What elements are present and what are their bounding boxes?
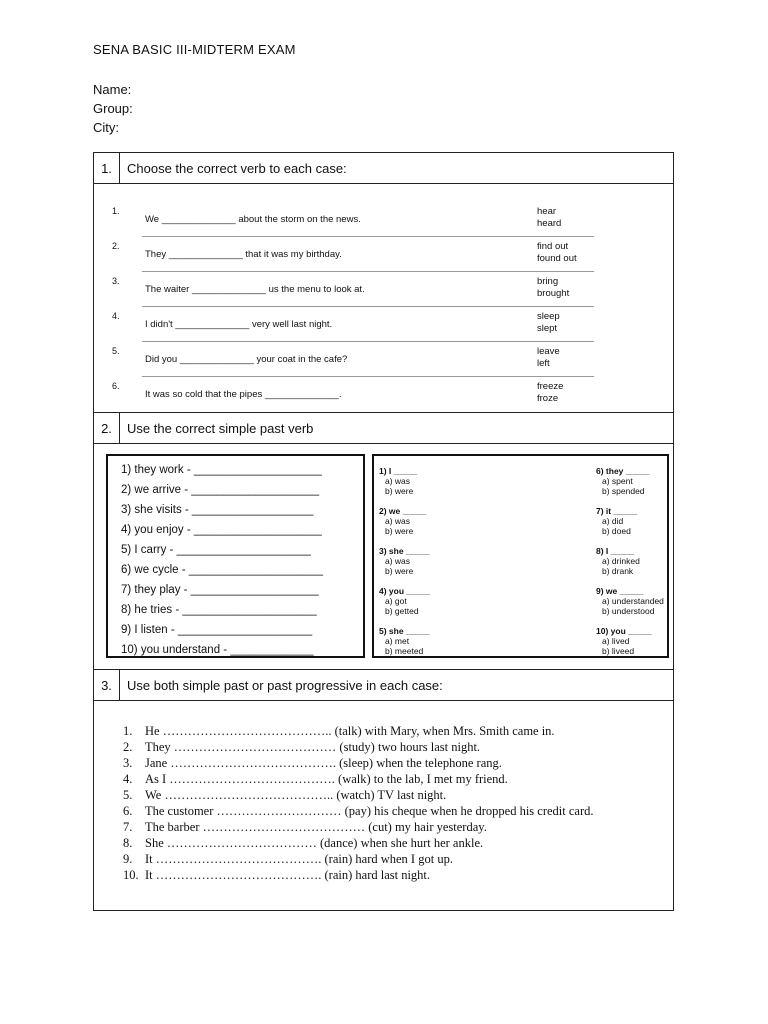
option-b: b) drank xyxy=(602,566,634,576)
list-item xyxy=(123,771,508,787)
question: 3) she _____ xyxy=(379,546,430,556)
option-a: a) did xyxy=(602,516,624,526)
question: 2) we _____ xyxy=(379,506,427,516)
list-item: 7) they play - ____________________ xyxy=(121,584,319,596)
item-sentence: Jane …………………………………. (sleep) when the telephone rang. xyxy=(145,756,502,770)
item-number: 4. xyxy=(123,772,133,786)
item-options xyxy=(537,241,577,265)
list-item xyxy=(379,546,469,576)
list-item xyxy=(108,202,594,237)
question: 4) you _____ xyxy=(379,586,431,596)
item-number: 2. xyxy=(123,740,133,754)
item-number: 10. xyxy=(123,868,139,882)
item-sentence: She ……………………………… (dance) when she hurt her ankle. xyxy=(145,836,484,850)
item-options xyxy=(537,206,561,230)
list-item xyxy=(379,626,469,656)
list-item: 10) you understand - _____________ xyxy=(121,644,314,656)
item-number: 9. xyxy=(123,852,133,866)
item-number: 5. xyxy=(112,346,120,356)
option-b: b) understood xyxy=(602,606,655,616)
conversion-box xyxy=(106,454,365,658)
option-b: b) liveed xyxy=(602,646,635,656)
list-item: 4) you enjoy - ____________________ xyxy=(121,524,322,536)
list-item: 3) she visits - ___________________ xyxy=(121,504,314,516)
item-sentence: As I …………………………………. (walk) to the lab, I met my friend. xyxy=(145,772,508,786)
question: 5) she _____ xyxy=(379,626,430,636)
item-number: 1. xyxy=(112,206,120,216)
list-item xyxy=(596,546,686,576)
city-label: City: xyxy=(93,120,119,135)
option-2: left xyxy=(537,358,550,369)
item-number: 2. xyxy=(112,241,120,251)
option-b: b) were xyxy=(385,526,414,536)
list-item xyxy=(596,466,686,496)
list-item xyxy=(123,819,487,835)
section1-header xyxy=(94,153,673,184)
item-number: 6. xyxy=(123,804,133,818)
section1-heading: Choose the correct verb to each case: xyxy=(127,161,347,176)
multiple-choice-box xyxy=(372,454,669,658)
item-number: 3. xyxy=(112,276,120,286)
section2-body xyxy=(94,444,673,670)
section1-number: 1. xyxy=(94,153,120,183)
option-b: b) were xyxy=(385,486,414,496)
group-label: Group: xyxy=(93,101,133,116)
item-sentence: They ______________ that it was my birthday. xyxy=(145,249,342,260)
list-item xyxy=(596,506,686,536)
option-1: bring xyxy=(537,276,559,287)
list-item: 9) I listen - _____________________ xyxy=(121,624,313,636)
option-1: freeze xyxy=(537,381,564,392)
question: 6) they _____ xyxy=(596,466,650,476)
section2-header xyxy=(94,413,673,444)
option-2: slept xyxy=(537,323,558,334)
option-a: a) met xyxy=(385,636,410,646)
document-title: SENA BASIC III-MIDTERM EXAM xyxy=(93,42,296,57)
section1-body xyxy=(94,184,673,413)
option-2: heard xyxy=(537,218,562,229)
question: 9) we _____ xyxy=(596,586,644,596)
item-sentence: Did you ______________ your coat in the cafe? xyxy=(145,354,348,365)
item-sentence: We ………………………………….. (watch) TV last night. xyxy=(145,788,447,802)
option-b: b) meeted xyxy=(385,646,424,656)
list-item xyxy=(108,307,594,342)
option-a: a) lived xyxy=(602,636,630,646)
list-item: 2) we arrive - ____________________ xyxy=(121,484,320,496)
option-a: a) was xyxy=(385,556,411,566)
question: 10) you _____ xyxy=(596,626,652,636)
section3-number: 3. xyxy=(94,670,120,700)
item-sentence: It was so cold that the pipes ______________. xyxy=(145,389,342,400)
exam-table xyxy=(93,152,674,911)
list-item xyxy=(379,506,469,536)
item-sentence: The waiter ______________ us the menu to look at. xyxy=(145,284,365,295)
list-item xyxy=(596,626,686,656)
list-item xyxy=(379,586,469,616)
item-sentence: We ______________ about the storm on the news. xyxy=(145,214,361,225)
option-b: b) doed xyxy=(602,526,631,536)
option-2: brought xyxy=(537,288,570,299)
item-options xyxy=(537,276,569,300)
option-1: find out xyxy=(537,241,569,252)
option-1: leave xyxy=(537,346,560,357)
option-a: a) got xyxy=(385,596,407,606)
question: 7) it _____ xyxy=(596,506,638,516)
option-b: b) spended xyxy=(602,486,645,496)
option-a: a) drinked xyxy=(602,556,640,566)
item-options xyxy=(537,311,560,335)
item-number: 4. xyxy=(112,311,120,321)
item-number: 5. xyxy=(123,788,133,802)
list-item xyxy=(123,835,483,851)
section2-number: 2. xyxy=(94,413,120,443)
question: 1) I _____ xyxy=(379,466,418,476)
list-item xyxy=(596,586,686,616)
option-2: found out xyxy=(537,253,577,264)
item-number: 3. xyxy=(123,756,133,770)
list-item: 5) I carry - _____________________ xyxy=(121,544,311,556)
option-1: hear xyxy=(537,206,557,217)
option-a: a) was xyxy=(385,476,411,486)
list-item xyxy=(123,803,594,819)
option-b: b) getted xyxy=(385,606,419,616)
item-number: 6. xyxy=(112,381,120,391)
option-b: b) were xyxy=(385,566,414,576)
section3-body xyxy=(94,701,673,910)
item-sentence: It …………………………………. (rain) hard last night. xyxy=(145,868,431,882)
list-item xyxy=(108,272,594,307)
section2-heading: Use the correct simple past verb xyxy=(127,421,314,436)
item-number: 1. xyxy=(123,724,133,738)
list-item xyxy=(123,755,502,771)
option-a: a) was xyxy=(385,516,411,526)
list-item xyxy=(108,237,594,272)
item-sentence: He ………………………………….. (talk) with Mary, when Mrs. Smith came in. xyxy=(145,724,555,738)
item-number: 7. xyxy=(123,820,133,834)
list-item xyxy=(123,851,453,867)
item-sentence: The customer ………………………… (pay) his cheque when he dropped his credit card. xyxy=(145,804,594,818)
item-sentence: It …………………………………. (rain) hard when I got up. xyxy=(145,852,453,866)
name-label: Name: xyxy=(93,82,132,97)
list-item xyxy=(123,867,430,883)
student-info xyxy=(93,80,133,137)
list-item xyxy=(108,377,594,412)
option-a: a) spent xyxy=(602,476,633,486)
option-2: froze xyxy=(537,393,559,404)
option-1: sleep xyxy=(537,311,560,322)
list-item xyxy=(123,739,480,755)
item-options xyxy=(537,346,560,370)
list-item xyxy=(108,342,594,377)
list-item xyxy=(123,723,555,739)
item-sentence: They ………………………………… (study) two hours last night. xyxy=(145,740,481,754)
item-sentence: The barber ………………………………… (cut) my hair yesterday. xyxy=(145,820,487,834)
question: 8) I _____ xyxy=(596,546,635,556)
item-sentence: I didn't ______________ very well last night. xyxy=(145,319,333,330)
list-item: 6) we cycle - _____________________ xyxy=(121,564,324,576)
list-item xyxy=(379,466,469,496)
list-item: 8) he tries - _____________________ xyxy=(121,604,317,616)
list-item xyxy=(123,787,446,803)
item-options xyxy=(537,381,563,405)
item-number: 8. xyxy=(123,836,133,850)
section3-header xyxy=(94,670,673,701)
section3-heading: Use both simple past or past progressive in each case: xyxy=(127,678,443,693)
option-a: a) understanded xyxy=(602,596,664,606)
list-item: 1) they work - ____________________ xyxy=(121,464,322,476)
